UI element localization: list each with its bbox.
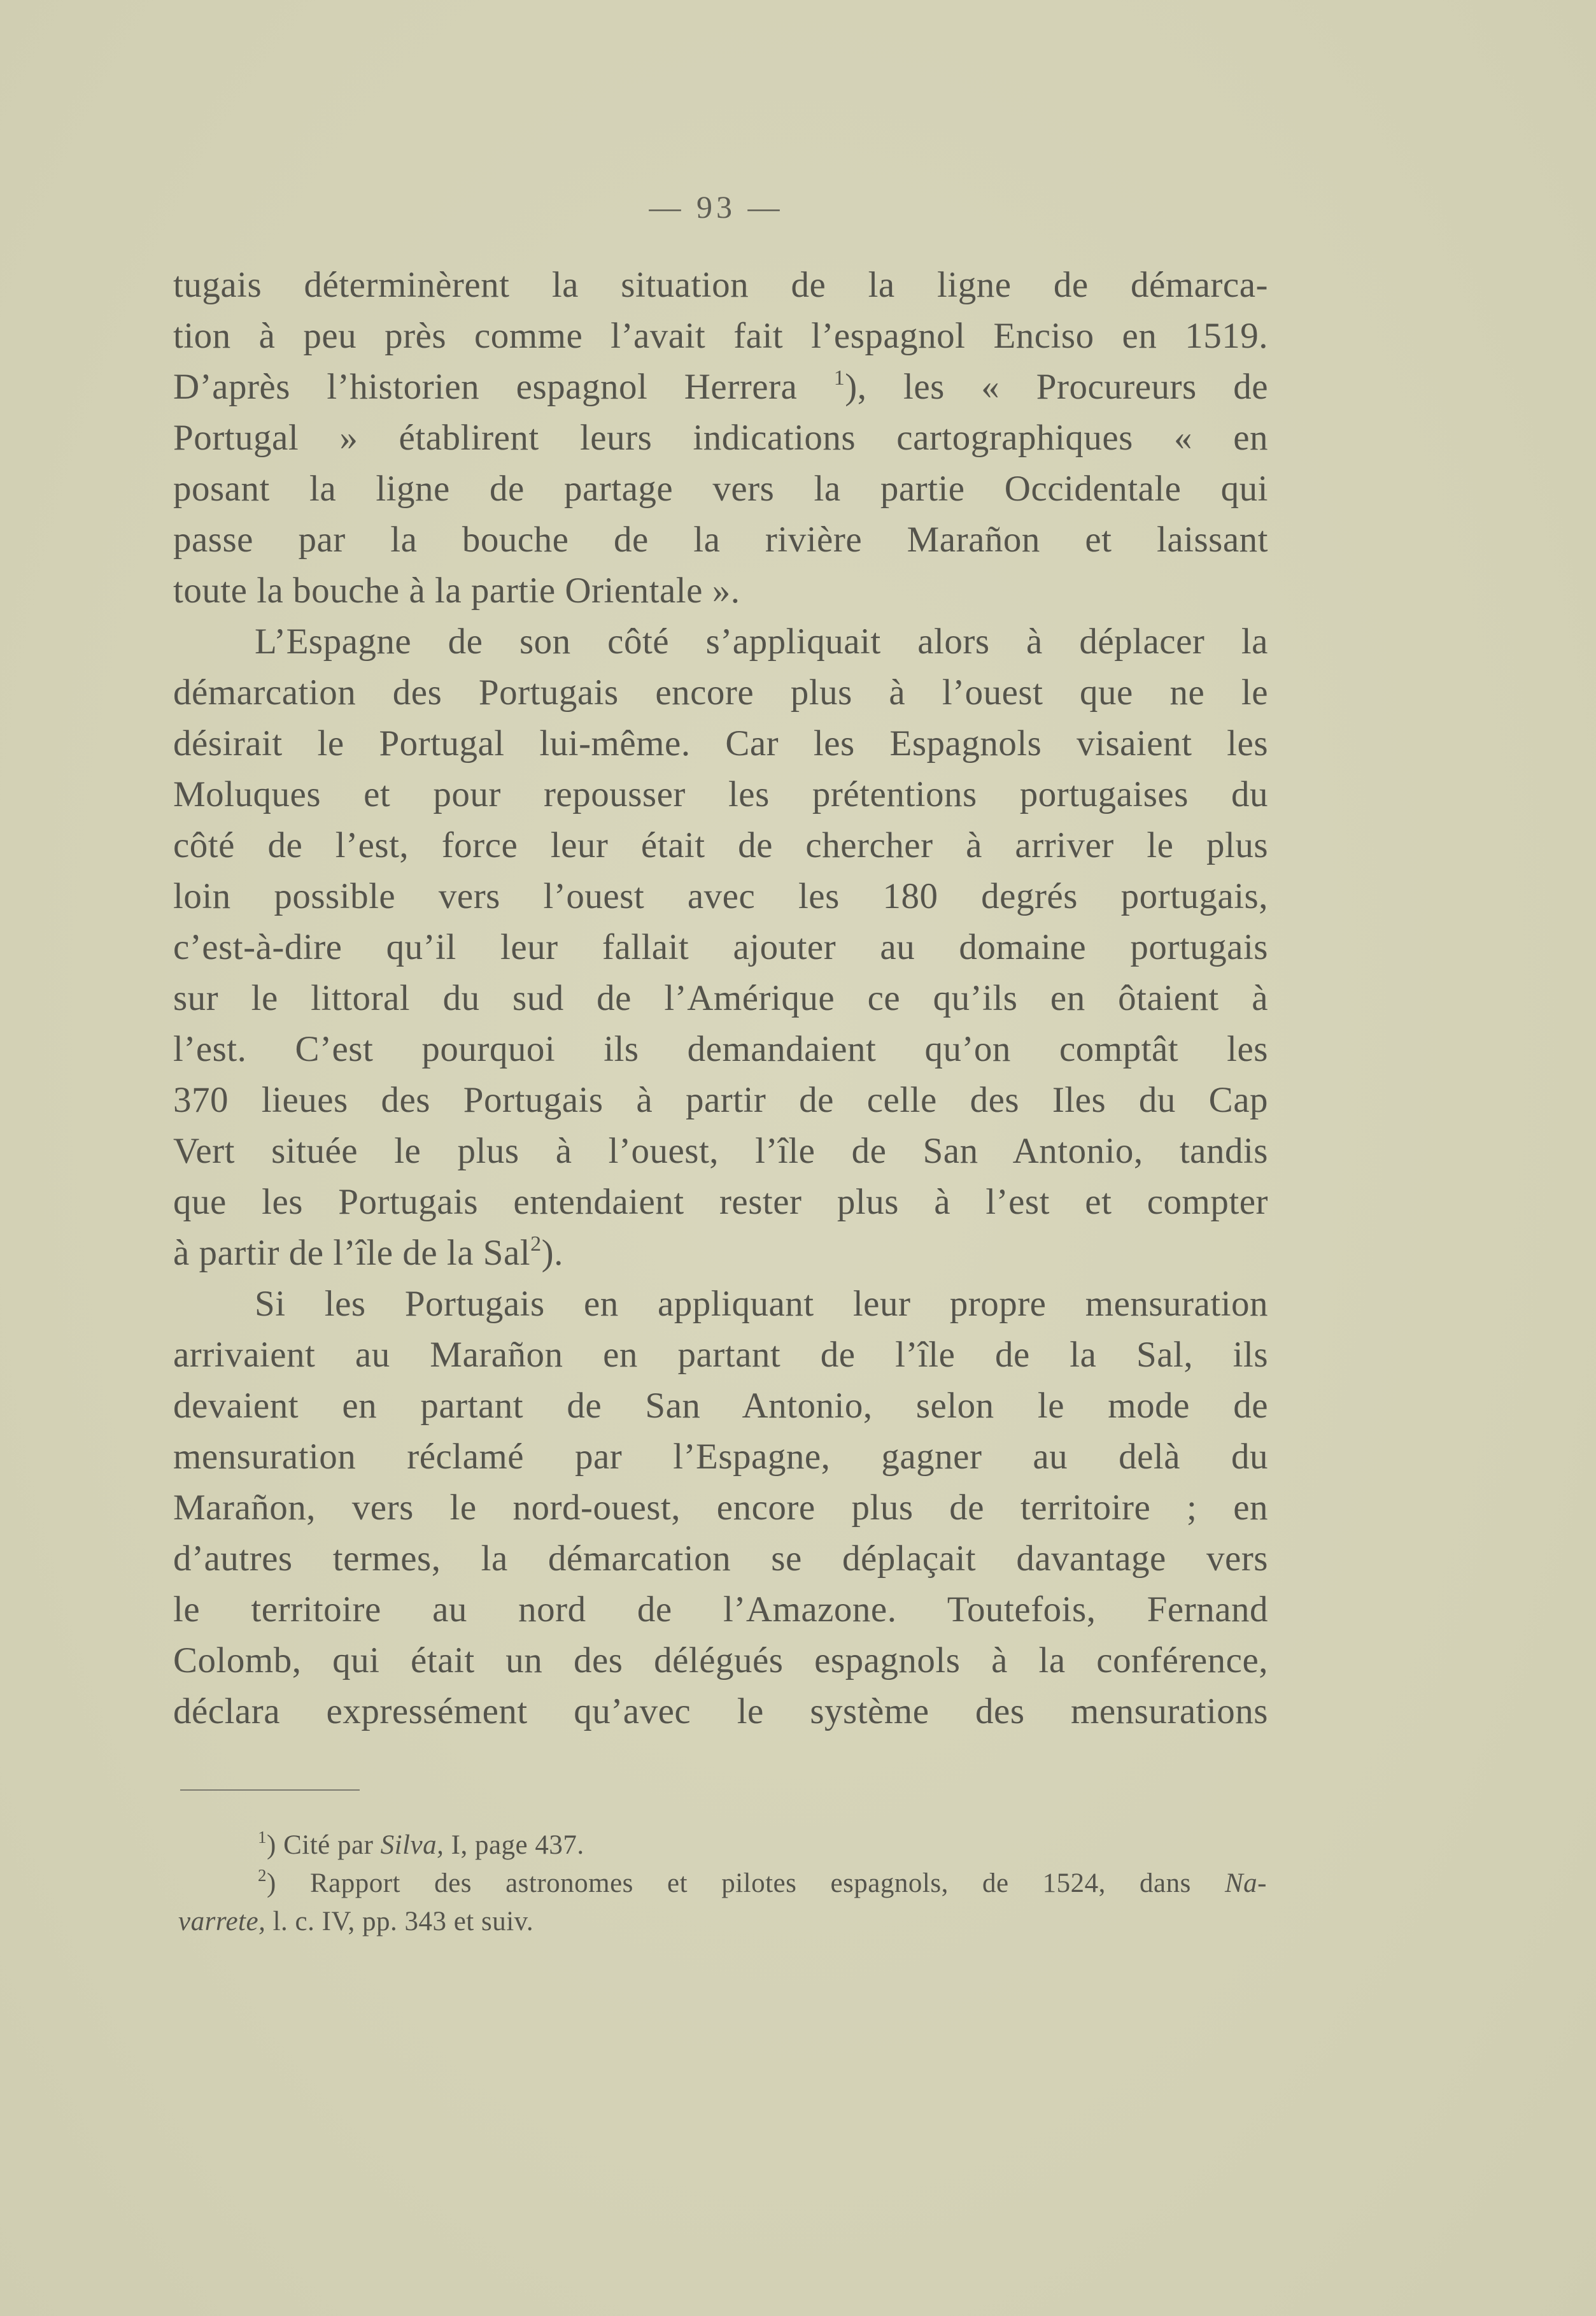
text-segment: ), les « Procureurs de <box>845 367 1269 407</box>
footnote-author: Silva, <box>380 1830 444 1860</box>
text-line: posant la ligne de partage vers la partie Occidentale qui <box>173 469 1268 509</box>
text-line: Si les Portugais en appliquant leur propre mensuration <box>255 1284 1268 1324</box>
text-line <box>173 1228 1268 1279</box>
footnote-marker-close: ) <box>267 1830 276 1860</box>
footnote-ref: 1 <box>833 366 845 390</box>
text-line: L’Espagne de son côté s’appliquait alors à déplacer la <box>255 622 1268 662</box>
page-number: — 93 — <box>649 189 784 225</box>
text-line: que les Portugais entendaient rester plus à l’est et compter <box>173 1182 1268 1222</box>
text-line: Portugal » établirent leurs indications cartographiques « en <box>173 418 1268 458</box>
paragraph-1 <box>173 260 1268 616</box>
text-line: tugais déterminèrent la situation de la ligne de démarca- <box>173 265 1268 305</box>
footnote-text: Rapport des astronomes et pilotes espagnols, de 1524, dans <box>276 1868 1225 1898</box>
footnote-marker: 1 <box>258 1828 267 1847</box>
text-line: désirait le Portugal lui-même. Car les Espagnols visaient les <box>173 723 1268 764</box>
footnote-1 <box>178 1826 1267 1865</box>
text-segment: à partir de l’île de la Sal <box>173 1233 531 1273</box>
text-line: déclara expressément qu’avec le système des mensurations <box>173 1691 1268 1731</box>
text-line: 370 lieues des Portugais à partir de celle des Iles du Cap <box>173 1080 1268 1120</box>
text-line: toute la bouche à la partie Orientale ». <box>173 571 740 611</box>
paragraph-2 <box>173 616 1268 1279</box>
text-line: côté de l’est, force leur était de chercher à arriver le plus <box>173 825 1268 865</box>
footnote-ref: 2 <box>530 1232 542 1256</box>
text-line: loin possible vers l’ouest avec les 180 degrés portugais, <box>173 876 1268 916</box>
text-line: devaient en partant de San Antonio, selon le mode de <box>173 1386 1268 1426</box>
text-line: c’est-à-dire qu’il leur fallait ajouter au domaine portugais <box>173 927 1268 967</box>
footnotes <box>178 1826 1267 1941</box>
text-line <box>173 362 1268 413</box>
text-line: arrivaient au Marañon en partant de l’île de la Sal, ils <box>173 1335 1268 1375</box>
footnote-author: Na- <box>1225 1868 1267 1898</box>
footnote-marker: 2 <box>258 1866 267 1885</box>
text-line: sur le littoral du sud de l’Amérique ce qu’ils en ôtaient à <box>173 978 1268 1018</box>
text-line: Colomb, qui était un des délégués espagnols à la conférence, <box>173 1640 1268 1680</box>
footnote-text: I, page 437. <box>444 1830 584 1860</box>
text-line: démarcation des Portugais encore plus à l’ouest que ne le <box>173 672 1268 713</box>
text-line: tion à peu près comme l’avait fait l’espagnol Enciso en 1519. <box>173 316 1268 356</box>
text-segment: ). <box>541 1233 563 1273</box>
footnote-separator <box>180 1789 360 1791</box>
footnote-text: Cité par <box>276 1830 381 1860</box>
text-line: Marañon, vers le nord-ouest, encore plus de territoire ; en <box>173 1488 1268 1528</box>
footnote-2-continued <box>178 1903 1267 1941</box>
text-line: passe par la bouche de la rivière Marañon et laissant <box>173 520 1268 560</box>
text-line: mensuration réclamé par l’Espagne, gagner au delà du <box>173 1437 1268 1477</box>
text-line: Moluques et pour repousser les prétentions portugaises du <box>173 774 1268 814</box>
text-line: Vert située le plus à l’ouest, l’île de San Antonio, tandis <box>173 1131 1268 1171</box>
text-line: d’autres termes, la démarcation se déplaçait davantage vers <box>173 1538 1268 1579</box>
footnote-marker-close: ) <box>267 1868 276 1898</box>
text-line: l’est. C’est pourquoi ils demandaient qu’on comptât les <box>173 1029 1268 1069</box>
footnote-author: varrete, <box>178 1907 266 1936</box>
body-text <box>173 260 1268 1737</box>
text-segment: D’après l’historien espagnol Herrera <box>173 367 798 407</box>
footnote-text: l. c. IV, pp. 343 et suiv. <box>265 1907 534 1936</box>
footnote-2 <box>178 1865 1267 1903</box>
text-line: le territoire au nord de l’Amazone. Toutefois, Fernand <box>173 1589 1268 1630</box>
paragraph-3 <box>173 1279 1268 1737</box>
